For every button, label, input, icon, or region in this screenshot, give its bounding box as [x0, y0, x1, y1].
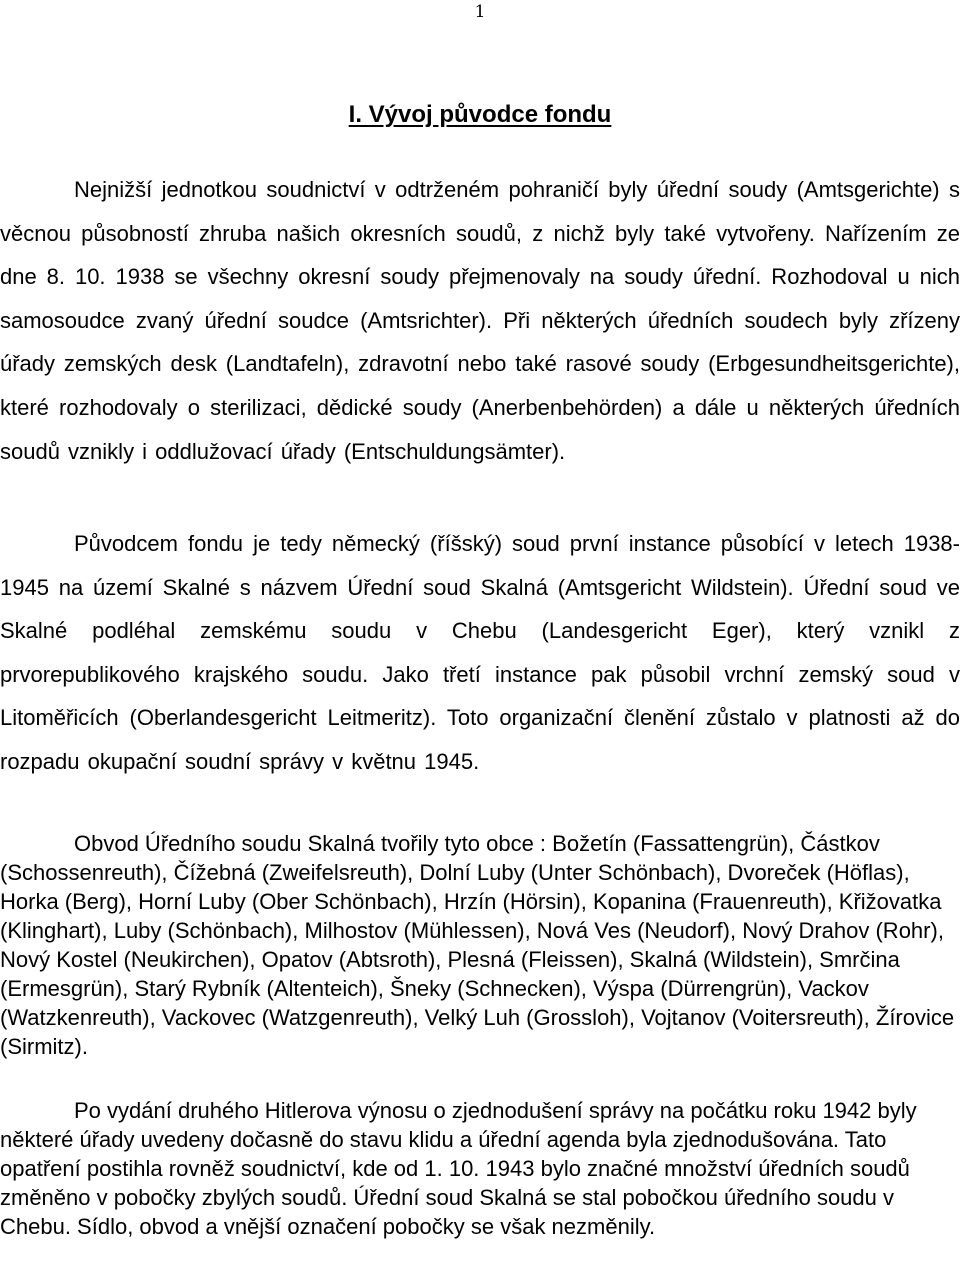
page-number: 1: [474, 2, 486, 22]
paragraph-block-2: [0, 522, 960, 784]
paragraph-block-1: [0, 168, 960, 473]
section-heading: I. Vývoj původce fondu: [348, 101, 612, 128]
paragraph-block-3: [0, 829, 960, 1061]
paragraph-branch-conversion: Po vydání druhého Hitlerova výnosu o zjednodušení správy na počátku roku 1942 byly některé úřady uvedeny dočasně do stavu klidu a úřední agenda byla zjednodušována. Tato opatření postihla rovněž soudnictví, kde od 1. 10. 1943 bylo značné množství úředních soudů změněno v pobočky zbylých soudů. Úřední soud Skalná se stal pobočkou úředního soudu v Chebu. Sídlo, obvod a vnější označení pobočky se však nezměnily.: [0, 1098, 917, 1239]
paragraph-block-4: [0, 1096, 960, 1241]
paragraph-court-district: Obvod Úředního soudu Skalná tvořily tyto obce : Božetín (Fassattengrün), Částkov (Schossenreuth), Čížebná (Zweifelsreuth), Dolní Luby (Unter Schönbach), Dvoreček (Höflas), Horka (Berg), Horní Luby (Ober Schönbach), Hrzín (Hörsin), Kopanina (Frauenreuth), Křižovatka (Klinghart), Luby (Schönbach), Milhostov (Mühlessen), Nová Ves (Neudorf), Nový Drahov (Rohr), Nový Kostel (Neukirchen), Opatov (Abtsroth), Plesná (Fleissen), Skalná (Wildstein), Smrčina (Ermesgrün), Starý Rybník (Altenteich), Šneky (Schnecken), Výspa (Dürrengrün), Vackov (Watzkenreuth), Vackovec (Watzgenreuth), Velký Luh (Grossloh), Vojtanov (Voitersreuth), Žírovice (Sirmitz).: [0, 831, 955, 1059]
paragraph-court-structure: Nejnižší jednotkou soudnictví v odtrženém pohraničí byly úřední soudy (Amtsgerichte) s věcnou působností zhruba našich okresních soudů, z nichž byly také vytvořeny. Nařízením ze dne 8. 10. 1938 se všechny okresní soudy přejmenovaly na soudy úřední. Rozhodoval u nich samosoudce zvaný úřední soudce (Amtsrichter). Při některých úředních soudech byly zřízeny úřady zemských desk (Landtafeln), zdravotní nebo také rasové soudy (Erbgesundheitsgerichte), které rozhodovaly o sterilizaci, dědické soudy (Anerbenbehörden) a dále u některých úředních soudů vznikly i oddlužovací úřady (Entschuldungsämter).: [0, 177, 960, 464]
paragraph-fund-originator: Původcem fondu je tedy německý (říšský) soud první instance působící v letech 1938-1945 na území Skalné s názvem Úřední soud Skalná (Amtsgericht Wildstein). Úřední soud ve Skalné podléhal zemskému soudu v Chebu (Landesgericht Eger), který vznikl z prvorepublikového krajského soudu. Jako třetí instance pak působil vrchní zemský soud v Litoměřicích (Oberlandesgericht Leitmeritz). Toto organizační členění zůstalo v platnosti až do rozpadu okupační soudní správy v květnu 1945.: [0, 531, 960, 774]
